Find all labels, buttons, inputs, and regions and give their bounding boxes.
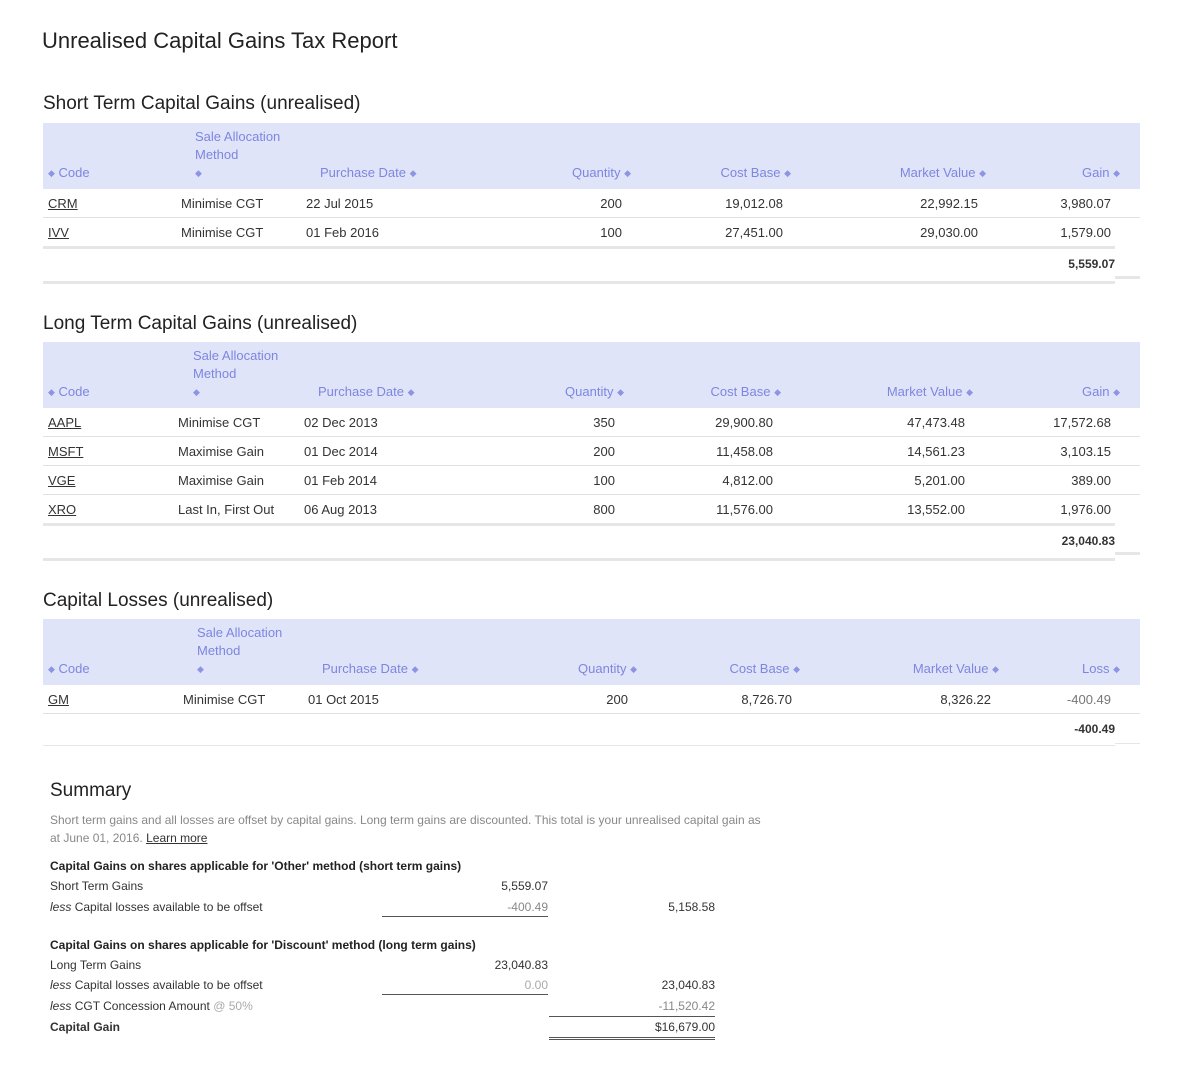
cost-base-cell: 11,576.00 bbox=[716, 502, 773, 517]
purchase-date-cell: 01 Dec 2014 bbox=[304, 444, 378, 459]
loss-column-header[interactable]: Loss ◆ bbox=[1081, 661, 1120, 676]
long-term-gains-label: Long Term Gains bbox=[50, 958, 142, 972]
divider bbox=[382, 916, 548, 917]
sort-arrows-icon: ◆ bbox=[409, 168, 417, 178]
purchase-date-cell: 01 Feb 2014 bbox=[304, 473, 378, 488]
market-value-cell: 14,561.23 bbox=[907, 444, 965, 459]
gain-column-header[interactable]: Gain ◆ bbox=[1081, 384, 1120, 399]
table-row bbox=[43, 466, 1140, 495]
sale-method-cell: Last In, First Out bbox=[178, 502, 275, 517]
sort-arrows-icon: ◆ bbox=[48, 168, 55, 178]
long-term-gains-value: 23,040.83 bbox=[494, 958, 548, 972]
short-term-section-title: Short Term Capital Gains (unrealised) bbox=[43, 93, 361, 114]
sale-method-cell: Maximise Gain bbox=[178, 444, 264, 459]
sort-arrows-icon: ◆ bbox=[195, 168, 202, 178]
loss-cell: -400.49 bbox=[1066, 692, 1111, 707]
gain-cell: 3,980.07 bbox=[1060, 196, 1111, 211]
cost-base-cell: 11,458.08 bbox=[716, 444, 773, 459]
cost-base-cell: 27,451.00 bbox=[725, 225, 783, 240]
market-value-cell: 13,552.00 bbox=[907, 502, 965, 517]
losses-total: -400.49 bbox=[1074, 722, 1115, 736]
code-column-header[interactable]: ◆ Code bbox=[48, 165, 90, 180]
cost-base-column-header[interactable]: Cost Base ◆ bbox=[729, 661, 800, 676]
sort-arrows-icon: ◆ bbox=[48, 387, 55, 397]
purchase-date-column-header[interactable]: Purchase Date ◆ bbox=[322, 661, 419, 676]
table-header bbox=[43, 123, 1140, 189]
long-term-total: 23,040.83 bbox=[1061, 534, 1115, 548]
table-row bbox=[43, 437, 1140, 466]
purchase-date-cell: 01 Feb 2016 bbox=[306, 225, 380, 240]
summary-title: Summary bbox=[50, 780, 132, 801]
stock-code-link[interactable]: XRO bbox=[48, 502, 77, 517]
sort-arrows-icon: ◆ bbox=[407, 387, 415, 397]
quantity-column-header[interactable]: Quantity ◆ bbox=[572, 165, 631, 180]
table-row bbox=[43, 218, 1140, 246]
concession-label: less CGT Concession Amount @ 50% bbox=[50, 999, 253, 1013]
sale-method-cell: Maximise Gain bbox=[178, 473, 264, 488]
stock-code-link[interactable]: CRM bbox=[48, 196, 78, 211]
purchase-date-column-header[interactable]: Purchase Date ◆ bbox=[318, 384, 415, 399]
double-underline bbox=[549, 1037, 715, 1040]
short-term-total: 5,559.07 bbox=[1068, 257, 1115, 271]
capital-gain-label: Capital Gain bbox=[50, 1020, 121, 1034]
divider bbox=[1115, 552, 1140, 555]
sort-arrows-icon: ◆ bbox=[793, 664, 800, 674]
quantity-column-header[interactable]: Quantity ◆ bbox=[565, 384, 624, 399]
quantity-column-header[interactable]: Quantity ◆ bbox=[578, 661, 637, 676]
market-value-column-header[interactable]: Market Value ◆ bbox=[912, 661, 999, 676]
quantity-cell: 200 bbox=[600, 196, 622, 211]
gain-cell: 389.00 bbox=[1071, 473, 1111, 488]
table-row bbox=[43, 189, 1140, 218]
table-row bbox=[43, 495, 1140, 523]
market-value-cell: 8,326.22 bbox=[940, 692, 991, 707]
other-losses-value: -400.49 bbox=[507, 900, 548, 914]
divider bbox=[549, 1016, 715, 1017]
long-term-section-title: Long Term Capital Gains (unrealised) bbox=[43, 313, 358, 334]
cost-base-cell: 29,900.80 bbox=[715, 415, 773, 430]
sort-arrows-icon: ◆ bbox=[966, 387, 973, 397]
sort-arrows-icon: ◆ bbox=[193, 387, 200, 397]
other-net-value: 5,158.58 bbox=[668, 900, 715, 914]
market-value-cell: 22,992.15 bbox=[920, 196, 978, 211]
learn-more-link[interactable]: Learn more bbox=[146, 831, 208, 845]
purchase-date-cell: 22 Jul 2015 bbox=[306, 196, 374, 211]
sort-arrows-icon: ◆ bbox=[784, 168, 791, 178]
sale-method-column-header[interactable]: Sale Allocation Method ◆ bbox=[193, 348, 279, 397]
cost-base-column-header[interactable]: Cost Base ◆ bbox=[710, 384, 781, 399]
purchase-date-cell: 02 Dec 2013 bbox=[304, 415, 378, 430]
cost-base-cell: 8,726.70 bbox=[741, 692, 792, 707]
sort-arrows-icon: ◆ bbox=[630, 664, 637, 674]
stock-code-link[interactable]: VGE bbox=[48, 473, 76, 488]
gain-cell: 1,976.00 bbox=[1060, 502, 1111, 517]
cost-base-cell: 19,012.08 bbox=[725, 196, 783, 211]
market-value-cell: 5,201.00 bbox=[914, 473, 965, 488]
sort-arrows-icon: ◆ bbox=[1113, 664, 1120, 674]
quantity-cell: 350 bbox=[593, 415, 615, 430]
divider bbox=[382, 994, 548, 995]
table-row bbox=[43, 685, 1140, 714]
divider bbox=[1115, 743, 1140, 744]
sale-method-column-header[interactable]: Sale Allocation Method ◆ bbox=[197, 625, 283, 674]
market-value-cell: 29,030.00 bbox=[920, 225, 978, 240]
gain-cell: 1,579.00 bbox=[1060, 225, 1111, 240]
losses-table bbox=[43, 619, 1140, 746]
short-term-gains-label: Short Term Gains bbox=[50, 879, 144, 893]
concession-value: -11,520.42 bbox=[658, 999, 715, 1013]
quantity-cell: 100 bbox=[600, 225, 622, 240]
losses-section-title: Capital Losses (unrealised) bbox=[43, 590, 274, 611]
sort-arrows-icon: ◆ bbox=[197, 664, 204, 674]
page-title: Unrealised Capital Gains Tax Report bbox=[42, 28, 398, 53]
other-losses-label: less Capital losses available to be offset bbox=[50, 900, 263, 914]
quantity-cell: 200 bbox=[593, 444, 615, 459]
sort-arrows-icon: ◆ bbox=[1113, 168, 1120, 178]
table-header bbox=[43, 342, 1140, 408]
market-value-cell: 47,473.48 bbox=[907, 415, 965, 430]
gain-cell: 17,572.68 bbox=[1053, 415, 1111, 430]
sort-arrows-icon: ◆ bbox=[992, 664, 999, 674]
stock-code-link[interactable]: MSFT bbox=[48, 444, 84, 459]
sale-method-column-header[interactable]: Sale Allocation Method ◆ bbox=[195, 129, 281, 178]
code-column-header[interactable]: ◆ Code bbox=[48, 384, 90, 399]
code-column-header[interactable]: ◆ Code bbox=[48, 661, 90, 676]
total-row bbox=[43, 523, 1115, 561]
sale-method-cell: Minimise CGT bbox=[183, 692, 266, 707]
cost-base-column-header[interactable]: Cost Base ◆ bbox=[720, 165, 791, 180]
capital-gain-value: $16,679.00 bbox=[654, 1020, 715, 1034]
sort-arrows-icon: ◆ bbox=[48, 664, 55, 674]
total-row bbox=[43, 246, 1115, 284]
other-method-heading: Capital Gains on shares applicable for 'Other' method (short term gains) bbox=[50, 859, 462, 873]
total-row bbox=[43, 714, 1115, 746]
stock-code-link[interactable]: AAPL bbox=[48, 415, 82, 430]
gain-cell: 3,103.15 bbox=[1060, 444, 1111, 459]
sort-arrows-icon: ◆ bbox=[617, 387, 624, 397]
discount-losses-value: 0.00 bbox=[524, 978, 548, 992]
discount-method-heading: Capital Gains on shares applicable for 'Discount' method (long term gains) bbox=[50, 938, 476, 952]
quantity-cell: 100 bbox=[593, 473, 615, 488]
gain-column-header[interactable]: Gain ◆ bbox=[1081, 165, 1120, 180]
sort-arrows-icon: ◆ bbox=[774, 387, 781, 397]
sort-arrows-icon: ◆ bbox=[624, 168, 631, 178]
long-term-table bbox=[43, 342, 1140, 561]
sort-arrows-icon: ◆ bbox=[1113, 387, 1120, 397]
discount-subtotal-value: 23,040.83 bbox=[661, 978, 715, 992]
purchase-date-cell: 01 Oct 2015 bbox=[308, 692, 379, 707]
table-row bbox=[43, 408, 1140, 437]
sale-method-cell: Minimise CGT bbox=[178, 415, 261, 430]
table-header bbox=[43, 619, 1140, 685]
sort-arrows-icon: ◆ bbox=[411, 664, 419, 674]
market-value-column-header[interactable]: Market Value ◆ bbox=[886, 384, 973, 399]
discount-losses-label: less Capital losses available to be offset bbox=[50, 978, 263, 992]
quantity-cell: 800 bbox=[593, 502, 615, 517]
purchase-date-column-header[interactable]: Purchase Date ◆ bbox=[320, 165, 417, 180]
short-term-gains-value: 5,559.07 bbox=[501, 879, 548, 893]
stock-code-link[interactable]: IVV bbox=[48, 225, 69, 240]
sale-method-cell: Minimise CGT bbox=[181, 225, 264, 240]
quantity-cell: 200 bbox=[606, 692, 628, 707]
short-term-table bbox=[43, 123, 1140, 284]
purchase-date-cell: 06 Aug 2013 bbox=[304, 502, 378, 517]
stock-code-link[interactable]: GM bbox=[48, 692, 69, 707]
market-value-column-header[interactable]: Market Value ◆ bbox=[899, 165, 986, 180]
cost-base-cell: 4,812.00 bbox=[722, 473, 773, 488]
summary-description: Short term gains and all losses are offset by capital gains. Long term gains are discounted. This total is your unrealised capital gain as at June 01, 2016. Learn more bbox=[50, 813, 761, 845]
divider bbox=[1115, 276, 1140, 279]
sort-arrows-icon: ◆ bbox=[979, 168, 986, 178]
sale-method-cell: Minimise CGT bbox=[181, 196, 264, 211]
